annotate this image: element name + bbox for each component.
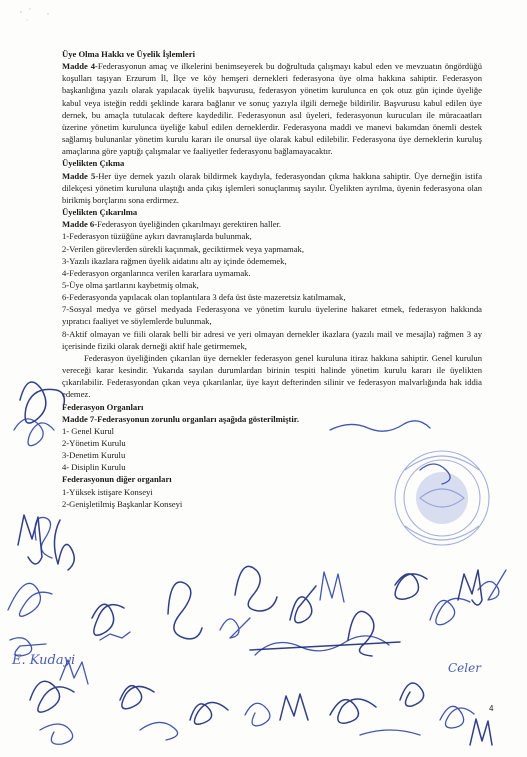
section-heading-membership: Üye Olma Hakkı ve Üyelik İşlemleri: [62, 49, 195, 59]
expulsion-item: 6-Federasyonda yapılacak olan toplantılara 3 defa üst üste mazeretsiz katılmamak,: [62, 292, 346, 303]
document-body: [62, 48, 482, 510]
expulsion-closing-paragraph: Federasyon üyeliğinden çıkarılan üye dernekler federasyon genel kuruluna itiraz hakkına sahiptir. Genel kurulun vereceği karar kesindir. Yukarıda sayılan durumlardan birinin tespiti halinde yönetim kurulu kararı ile üyelikten çıkarılabilir. Federasyondan çıkan veya çıkarılanlar, üye kayıt defterinden silinir ve federasyon malvarlığında hak iddia edemez.: [62, 352, 482, 400]
article-6-text: Federasyon üyeliğinden çıkarılmayı gerektiren haller.: [97, 219, 282, 230]
page-number: 4: [489, 704, 494, 713]
expulsion-item: 3-Yazılı ikazlara rağmen üyelik aidatını altı ay içinde ödememek,: [62, 255, 287, 266]
signature-right: Celer: [448, 661, 481, 675]
other-organ-item: 1-Yüksek istişare Konseyi: [62, 486, 153, 497]
article-5-label: Madde 5-: [62, 170, 99, 181]
article-4-paragraph: [62, 60, 482, 157]
section-heading-expulsion: Üyelikten Çıkarılma: [62, 207, 138, 218]
section-heading-other-organs: Federasyonun diğer organları: [62, 474, 172, 485]
organ-item: 4- Disiplin Kurulu: [62, 462, 126, 473]
signature-left: E. Kudayi: [12, 653, 76, 668]
article-4-label: Madde 4-: [62, 61, 98, 72]
article-6-label: Madde 6-: [62, 219, 98, 230]
other-organ-item: 2-Genişletilmiş Başkanlar Konseyi: [62, 498, 183, 509]
expulsion-item: 1-Federasyon tüzüğüne aykırı davranışlarda bulunmak,: [62, 231, 252, 242]
section-heading-leaving: Üyelikten Çıkma: [62, 158, 125, 169]
expulsion-item: 2-Verilen görevlerden sürekli kaçınmak, geciktirmek veya yapmamak,: [62, 243, 304, 254]
article-5-paragraph: [62, 170, 482, 206]
expulsion-item: 7-Sosyal medya ve görsel medyada Federasyona ve yönetim kurulu üyelerine hakaret etmek, federasyon hakkında yıpratıcı faaliyet ve söylemlerde bulunmak,: [62, 304, 482, 327]
organ-item: 1- Genel Kurul: [62, 425, 115, 436]
organ-item: 2-Yönetim Kurulu: [62, 438, 126, 448]
article-4-text: Federasyonun amaç ve ilkelerini benimseyerek bu doğrultuda çalışmayı kabul eden ve mevzuatın öngördüğü koşulları taşıyan Erzurum İl, İlçe ve köy hemşeri dernekleri federasyona üye olma hakkına sahiptir. Federasyon başkanlığına yazılı olarak yapılacak üyelik başvurusu, federasyon yönetim kurulunca en çok otuz gün içinde üyeliğe kabul veya isteğin reddi şeklinde karara bağlanır ve sonuç yazıyla ilgili derneğe bildirilir. Başvurusu kabul edilen üye dernek, bu amaçla tutulacak deftere kaydedilir. Federasyonun asıl üyeleri, federasyonun kurucuları ile müracaatları üzerine yönetim kurulunca üyeliğe kabul edilen derneklerdir. Federasyona maddi ve manevi bakımdan önemli destek sağlamış bulunanlar yönetim kurulu kararı ile onursal üye olarak kabul edilebilir. Federasyona üye derneklerin kuruluş amaçlarına göre yaptığı çalışmalar ve faaliyetler federasyonu bağlamayacaktır.: [62, 61, 482, 157]
article-7-heading: Madde 7-Federasyonun zorunlu organları aşağıda gösterilmiştir.: [62, 413, 299, 424]
paper-specks: [20, 8, 48, 20]
expulsion-item: 4-Federasyon organlarınca verilen kararlara uymamak.: [62, 267, 251, 278]
bottom-signatures: [92, 566, 506, 745]
article-6-paragraph: [62, 218, 482, 230]
expulsion-item: 8-Aktif olmayan ve fiili olarak belli bir adresi ve yeri olmayan dernekler ikazlara (yazılı mail ve mesajla) rağmen 3 ay içerisinde fiziki olarak derneği aktif hale getirmemek,: [62, 328, 482, 351]
organ-item: 3-Denetim Kurulu: [62, 450, 126, 461]
section-heading-organs: Federasyon Organları: [62, 401, 144, 412]
article-5-text: Her üye dernek yazılı olarak bildirmek kaydıyla, federasyondan çıkma hakkına sahiptir. Üye derneğin istifa dilekçesi yönetim kuruluna ulaştığı anda çıkış işlemleri sonuçlanmış sayılır. Üyelikten ayrılma, üyenin federasyona olan birikmiş borçlarını sona erdirmez.: [62, 170, 483, 205]
expulsion-item: 5-Üye olma şartlarını kaybetmiş olmak,: [62, 279, 199, 290]
